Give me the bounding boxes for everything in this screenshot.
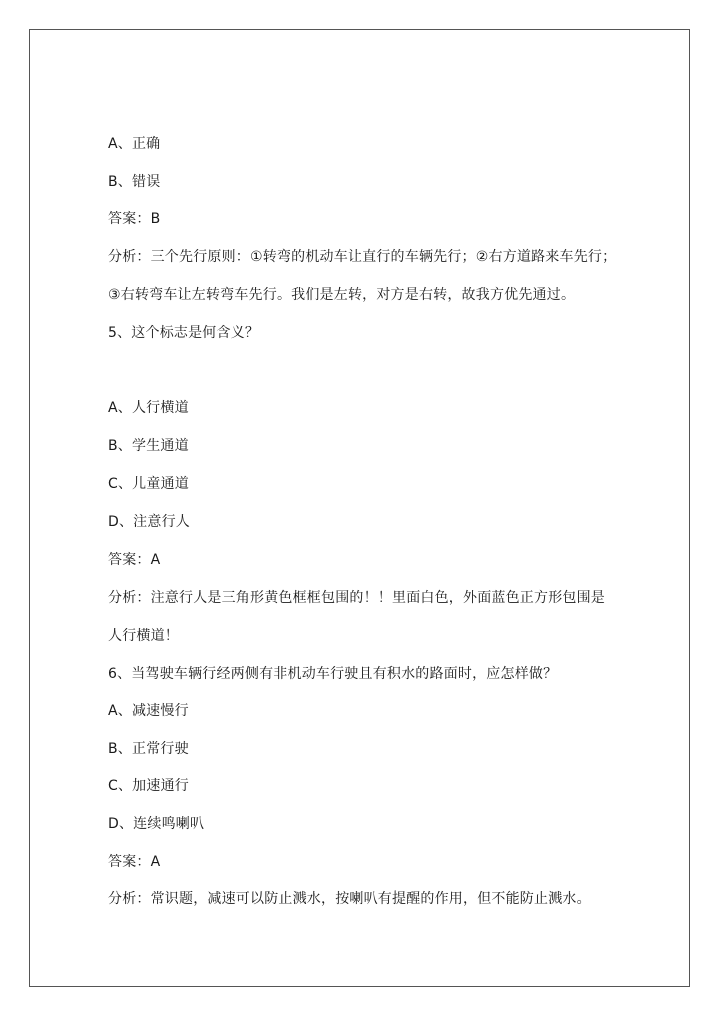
q6-option-c: C、加速通行 [108, 778, 189, 794]
q4-option-b: B、错误 [108, 174, 161, 190]
q5-answer: 答案：A [108, 552, 161, 568]
q5-question: 5、这个标志是何含义？ [108, 325, 260, 341]
q5-analysis-line-2: 人行横道！ [108, 628, 179, 644]
q6-question: 6、当驾驶车辆行经两侧有非机动车行驶且有积水的路面时，应怎样做？ [108, 666, 558, 682]
q5-option-c: C、儿童通道 [108, 476, 189, 492]
q5-analysis-line-1: 分析：注意行人是三角形黄色框框包围的！！里面白色，外面蓝色正方形包围是 [108, 590, 605, 606]
q5-option-b: B、学生通道 [108, 438, 189, 454]
q6-option-a: A、减速慢行 [108, 703, 189, 719]
q4-analysis-line-1: 分析：三个先行原则：①转弯的机动车让直行的车辆先行；②右方道路来车先行； [108, 249, 617, 265]
q4-analysis-line-2: ③右转弯车让左转弯车先行。我们是左转，对方是右转，故我方优先通过。 [108, 287, 576, 303]
q6-option-d: D、连续鸣喇叭 [108, 816, 205, 832]
q6-analysis: 分析：常识题，减速可以防止溅水，按喇叭有提醒的作用，但不能防止溅水。 [108, 891, 591, 907]
q6-answer: 答案：A [108, 854, 161, 870]
q4-answer: 答案：B [108, 211, 161, 227]
q4-option-a: A、正确 [108, 136, 161, 152]
q5-option-a: A、人行横道 [108, 400, 189, 416]
q6-option-b: B、正常行驶 [108, 741, 189, 757]
q5-option-d: D、注意行人 [108, 514, 190, 530]
